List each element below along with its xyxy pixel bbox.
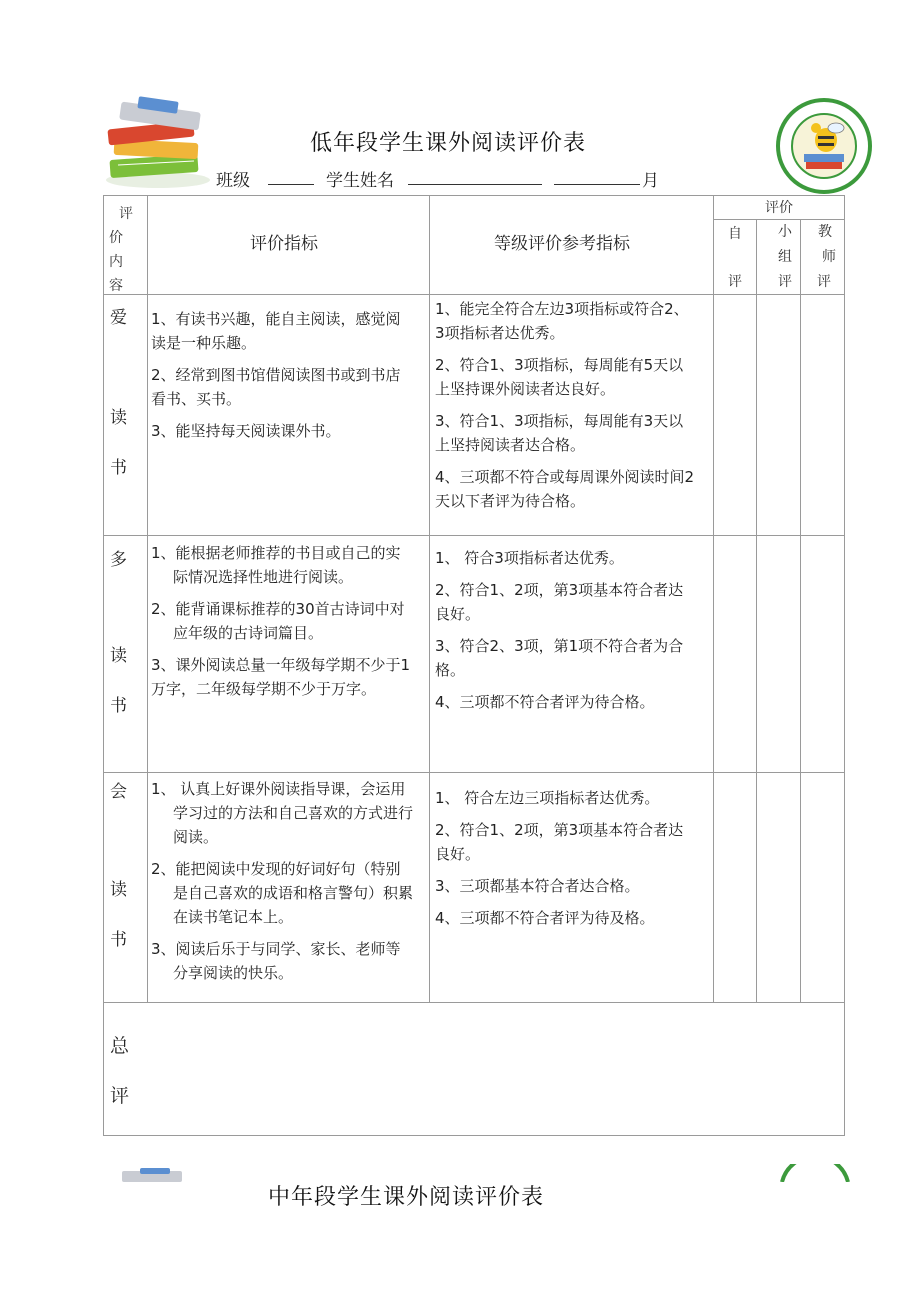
table-border-right [844,195,845,1135]
indicator-item: 3、课外阅读总量一年级每学期不少于1万字，二年级每学期不少于万字。 [151,656,411,698]
teacher-eval-cell[interactable] [801,773,844,1002]
evaluation-table [103,195,845,1135]
table-border-top [103,195,845,196]
category-char: 书 [110,458,127,478]
reference-item: 3、符合2、3项，第1项不符合者为合格。 [435,637,684,679]
reference-item: 2、符合1、2项，第3项基本符合者达良好。 [435,821,684,863]
school-badge-bee-icon [776,98,872,194]
indicator-item: 1、 认真上好课外阅读指导课，会运用学习过的方法和自己喜欢的方式进行阅读。 [151,780,414,846]
header-reference: 等级评价参考指标 [494,234,630,254]
student-name-field[interactable] [408,168,542,185]
eval-header-separator [713,219,845,220]
column-separator [147,195,148,1002]
group-eval-cell[interactable] [757,773,800,1002]
teacher-eval-cell[interactable] [801,536,844,772]
self-eval-cell[interactable] [714,773,756,1002]
reference-item: 4、三项都不符合或每周课外阅读时间2天以下者评为待合格。 [435,468,695,510]
reference-item: 4、三项都不符合者评为待合格。 [435,693,655,711]
month-label: 月 [642,171,659,191]
reference-item: 3、三项都基本符合者达合格。 [435,877,640,895]
stack-of-books-icon [110,1168,190,1182]
reference-item: 1、能完全符合左边3项指标或符合2、3项指标者达优秀。 [435,300,689,342]
category-char: 爱 [110,308,127,328]
table-border-left [103,195,104,1135]
category-char: 读 [110,880,127,900]
header-content-char: 内 [109,254,123,270]
header-content-char: 评 [119,206,133,222]
next-section-title: 中年段学生课外阅读评价表 [268,1185,545,1210]
self-eval-cell[interactable] [714,536,756,772]
group-eval-cell[interactable] [757,536,800,772]
summary-char: 总 [110,1035,130,1057]
header-teacher-char: 评 [817,274,831,290]
header-group-char: 评 [778,274,792,290]
category-char: 会 [110,782,127,802]
stack-of-books-icon [98,95,218,190]
page-title: 低年段学生课外阅读评价表 [310,131,587,156]
month-field[interactable] [554,168,640,185]
reference-list [435,786,697,938]
student-name-label: 学生姓名 [326,171,394,191]
reference-item: 4、三项都不符合者评为待及格。 [435,909,655,927]
class-field[interactable] [268,168,314,185]
header-teacher-char: 教 [818,224,832,240]
category-char: 读 [110,408,127,428]
header-evaluation: 评价 [765,200,793,216]
reference-item: 3、符合1、3项指标，每周能有3天以上坚持阅读者达合格。 [435,412,684,454]
category-char: 多 [110,550,127,570]
category-char: 读 [110,646,127,666]
indicator-item: 2、能把阅读中发现的好词好句（特别是自己喜欢的成语和格言警句）积累在读书笔记本上。 [151,860,414,926]
indicator-list [151,541,413,709]
header-teacher-char: 师 [822,249,836,265]
column-separator [429,195,430,1002]
reference-list [435,546,697,722]
summary-char: 评 [110,1085,130,1107]
indicator-list [151,307,413,451]
school-badge-bee-icon [778,1164,852,1182]
reference-item: 2、符合1、2项，第3项基本符合者达良好。 [435,581,684,623]
header-group-char: 小 [778,224,792,240]
header-group-char: 组 [778,249,792,265]
header-indicator: 评价指标 [250,234,318,254]
table-border-bottom [103,1135,845,1136]
header-self-char: 自 [728,226,742,242]
indicator-item: 2、经常到图书馆借阅读图书或到书店看书、买书。 [151,366,401,408]
teacher-eval-cell[interactable] [801,295,844,535]
reference-item: 1、 符合左边三项指标者达优秀。 [435,789,660,807]
indicator-item: 1、有读书兴趣，能自主阅读，感觉阅读是一种乐趣。 [151,310,401,352]
self-eval-cell[interactable] [714,295,756,535]
group-eval-cell[interactable] [757,295,800,535]
reference-list [435,297,697,521]
class-label: 班级 [216,171,250,191]
header-content-char: 价 [109,230,123,246]
indicator-item: 2、能背诵课标推荐的30首古诗词中对应年级的古诗词篇目。 [151,600,405,642]
indicator-item: 3、阅读后乐于与同学、家长、老师等分享阅读的快乐。 [151,940,401,982]
indicator-item: 3、能坚持每天阅读课外书。 [151,422,341,440]
indicator-list [151,777,413,993]
summary-cell[interactable] [147,1003,844,1135]
reference-item: 1、 符合3项指标者达优秀。 [435,549,624,567]
header-self-char: 评 [728,274,742,290]
reference-item: 2、符合1、3项指标，每周能有5天以上坚持课外阅读者达良好。 [435,356,684,398]
category-char: 书 [110,930,127,950]
header-content-char: 容 [109,278,123,294]
indicator-item: 1、能根据老师推荐的书目或自己的实际情况选择性地进行阅读。 [151,544,401,586]
category-char: 书 [110,696,127,716]
